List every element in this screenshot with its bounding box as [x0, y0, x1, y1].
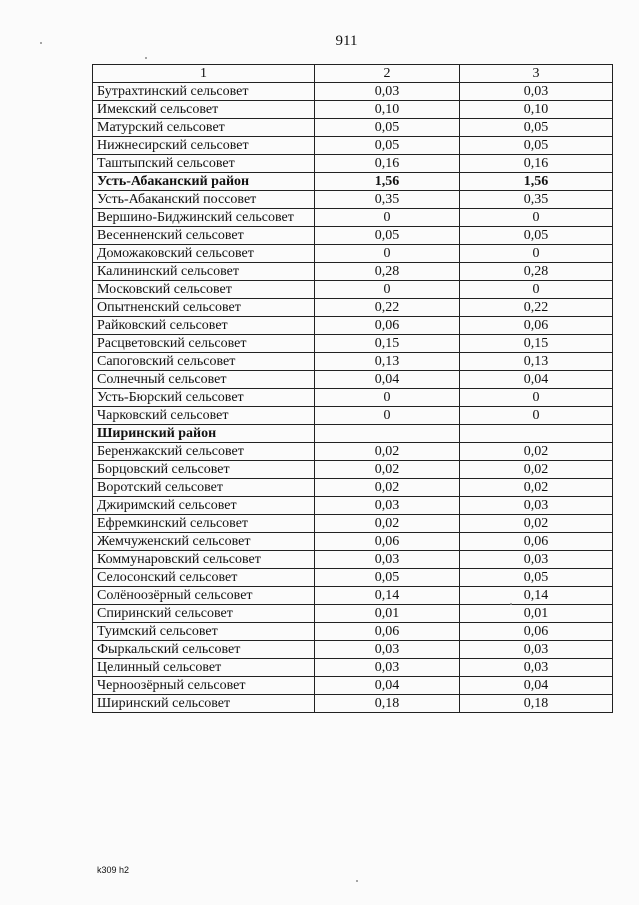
cell-col3: 0: [460, 407, 613, 425]
cell-col3: 0,02: [460, 479, 613, 497]
column-header-3: 3: [460, 65, 613, 83]
cell-name: Чарковский сельсовет: [93, 407, 315, 425]
table-row: [93, 191, 613, 209]
cell-col2: 0,03: [315, 83, 460, 101]
cell-col3: 0,02: [460, 461, 613, 479]
cell-name: Имекский сельсовет: [93, 101, 315, 119]
header-row: [93, 65, 613, 83]
cell-col3: 0,14: [460, 587, 613, 605]
cell-col2: 0,03: [315, 659, 460, 677]
scan-speck: [356, 880, 358, 882]
cell-name: Таштыпский сельсовет: [93, 155, 315, 173]
table-row: [93, 353, 613, 371]
cell-col3: 0,18: [460, 695, 613, 713]
cell-col2: 0,05: [315, 137, 460, 155]
table-row: [93, 335, 613, 353]
cell-col2: 0,03: [315, 641, 460, 659]
cell-col2: 0,13: [315, 353, 460, 371]
cell-col3: [460, 425, 613, 443]
cell-col2: 0,03: [315, 551, 460, 569]
cell-name: Матурский сельсовет: [93, 119, 315, 137]
scan-speck: [40, 42, 42, 44]
table-row: [93, 389, 613, 407]
cell-name: Ширинский район: [93, 425, 315, 443]
cell-col3: 0,05: [460, 119, 613, 137]
cell-name: Черноозёрный сельсовет: [93, 677, 315, 695]
cell-col3: 0,22: [460, 299, 613, 317]
table-row: [93, 101, 613, 119]
table-row: [93, 317, 613, 335]
cell-name: Сапоговский сельсовет: [93, 353, 315, 371]
cell-col3: 0,04: [460, 677, 613, 695]
cell-name: Ширинский сельсовет: [93, 695, 315, 713]
page-number: 911: [335, 33, 358, 49]
cell-col3: 0,16: [460, 155, 613, 173]
cell-col3: 0: [460, 389, 613, 407]
cell-name: Опытненский сельсовет: [93, 299, 315, 317]
cell-col3: 0,05: [460, 227, 613, 245]
table-row: [93, 641, 613, 659]
column-header-1: 1: [93, 65, 315, 83]
cell-name: Беренжакский сельсовет: [93, 443, 315, 461]
cell-col2: 0,18: [315, 695, 460, 713]
cell-col2: 0: [315, 389, 460, 407]
cell-col2: 0,02: [315, 515, 460, 533]
cell-col2: 0: [315, 407, 460, 425]
table-row: [93, 695, 613, 713]
cell-col2: 0,10: [315, 101, 460, 119]
cell-name: Целинный сельсовет: [93, 659, 315, 677]
cell-col2: 0: [315, 281, 460, 299]
cell-col3: 0,03: [460, 641, 613, 659]
table-row: [93, 677, 613, 695]
cell-col2: 0,06: [315, 317, 460, 335]
table-row: [93, 245, 613, 263]
table-row: [93, 425, 613, 443]
cell-col3: 0,10: [460, 101, 613, 119]
cell-col3: 0: [460, 245, 613, 263]
scan-speck: [510, 603, 512, 605]
table-row: [93, 209, 613, 227]
cell-col2: [315, 425, 460, 443]
table-row: [93, 155, 613, 173]
cell-col3: 0,04: [460, 371, 613, 389]
cell-col3: 0,03: [460, 83, 613, 101]
table-row: [93, 83, 613, 101]
cell-name: Вершино-Биджинский сельсовет: [93, 209, 315, 227]
cell-col2: 0: [315, 209, 460, 227]
cell-col3: 0,06: [460, 623, 613, 641]
cell-col2: 0,16: [315, 155, 460, 173]
cell-col3: 0: [460, 209, 613, 227]
cell-col3: 0,05: [460, 137, 613, 155]
cell-name: Райковский сельсовет: [93, 317, 315, 335]
table-row: [93, 515, 613, 533]
cell-col3: 0,03: [460, 497, 613, 515]
table-row: [93, 497, 613, 515]
cell-col2: 0,05: [315, 227, 460, 245]
cell-name: Калининский сельсовет: [93, 263, 315, 281]
cell-col3: 0,01: [460, 605, 613, 623]
table-row: [93, 173, 613, 191]
cell-name: Спиринский сельсовет: [93, 605, 315, 623]
cell-col2: 0,02: [315, 443, 460, 461]
cell-col3: 1,56: [460, 173, 613, 191]
cell-col2: 1,56: [315, 173, 460, 191]
cell-col3: 0,15: [460, 335, 613, 353]
cell-col2: 0,02: [315, 479, 460, 497]
table-row: [93, 587, 613, 605]
cell-name: Коммунаровский сельсовет: [93, 551, 315, 569]
table-row: [93, 623, 613, 641]
cell-col2: 0,15: [315, 335, 460, 353]
cell-col3: 0,06: [460, 317, 613, 335]
table-row: [93, 569, 613, 587]
cell-name: Расцветовский сельсовет: [93, 335, 315, 353]
cell-col2: 0,06: [315, 623, 460, 641]
cell-name: Солёноозёрный сельсовет: [93, 587, 315, 605]
table-row: [93, 443, 613, 461]
cell-col3: 0,03: [460, 551, 613, 569]
cell-col3: 0,02: [460, 515, 613, 533]
cell-col2: 0,05: [315, 569, 460, 587]
table-row: [93, 227, 613, 245]
cell-name: Весенненский сельсовет: [93, 227, 315, 245]
data-table: [92, 64, 613, 713]
cell-col2: 0,06: [315, 533, 460, 551]
table-header: [93, 65, 613, 83]
cell-col2: 0,28: [315, 263, 460, 281]
cell-col3: 0,13: [460, 353, 613, 371]
cell-col3: 0,06: [460, 533, 613, 551]
cell-name: Солнечный сельсовет: [93, 371, 315, 389]
footer-code: k309 h2: [97, 865, 130, 875]
table-row: [93, 461, 613, 479]
cell-name: Туимский сельсовет: [93, 623, 315, 641]
cell-name: Доможаковский сельсовет: [93, 245, 315, 263]
cell-name: Селосонский сельсовет: [93, 569, 315, 587]
cell-col2: 0: [315, 245, 460, 263]
scan-speck: [145, 57, 147, 59]
table-row: [93, 479, 613, 497]
cell-col2: 0,05: [315, 119, 460, 137]
cell-name: Борцовский сельсовет: [93, 461, 315, 479]
cell-name: Усть-Бюрский сельсовет: [93, 389, 315, 407]
cell-name: Воротский сельсовет: [93, 479, 315, 497]
table-row: [93, 371, 613, 389]
table-row: [93, 281, 613, 299]
cell-col3: 0,05: [460, 569, 613, 587]
cell-name: Бутрахтинский сельсовет: [93, 83, 315, 101]
cell-name: Жемчуженский сельсовет: [93, 533, 315, 551]
cell-col2: 0,35: [315, 191, 460, 209]
cell-col3: 0,03: [460, 659, 613, 677]
cell-name: Фыркальский сельсовет: [93, 641, 315, 659]
cell-col2: 0,01: [315, 605, 460, 623]
cell-col3: 0: [460, 281, 613, 299]
cell-col3: 0,35: [460, 191, 613, 209]
cell-col2: 0,22: [315, 299, 460, 317]
cell-col2: 0,04: [315, 677, 460, 695]
cell-name: Джиримский сельсовет: [93, 497, 315, 515]
cell-col3: 0,02: [460, 443, 613, 461]
cell-name: Нижнесирский сельсовет: [93, 137, 315, 155]
cell-col2: 0,14: [315, 587, 460, 605]
cell-name: Усть-Абаканский поссовет: [93, 191, 315, 209]
table-body: [93, 83, 613, 713]
cell-col2: 0,03: [315, 497, 460, 515]
table-row: [93, 263, 613, 281]
cell-col3: 0,28: [460, 263, 613, 281]
table-row: [93, 659, 613, 677]
cell-col2: 0,04: [315, 371, 460, 389]
table-row: [93, 137, 613, 155]
table-row: [93, 299, 613, 317]
table-row: [93, 533, 613, 551]
table-row: [93, 119, 613, 137]
cell-name: Ефремкинский сельсовет: [93, 515, 315, 533]
table-row: [93, 605, 613, 623]
cell-name: Усть-Абаканский район: [93, 173, 315, 191]
table-row: [93, 407, 613, 425]
cell-col2: 0,02: [315, 461, 460, 479]
cell-name: Московский сельсовет: [93, 281, 315, 299]
column-header-2: 2: [315, 65, 460, 83]
table-row: [93, 551, 613, 569]
